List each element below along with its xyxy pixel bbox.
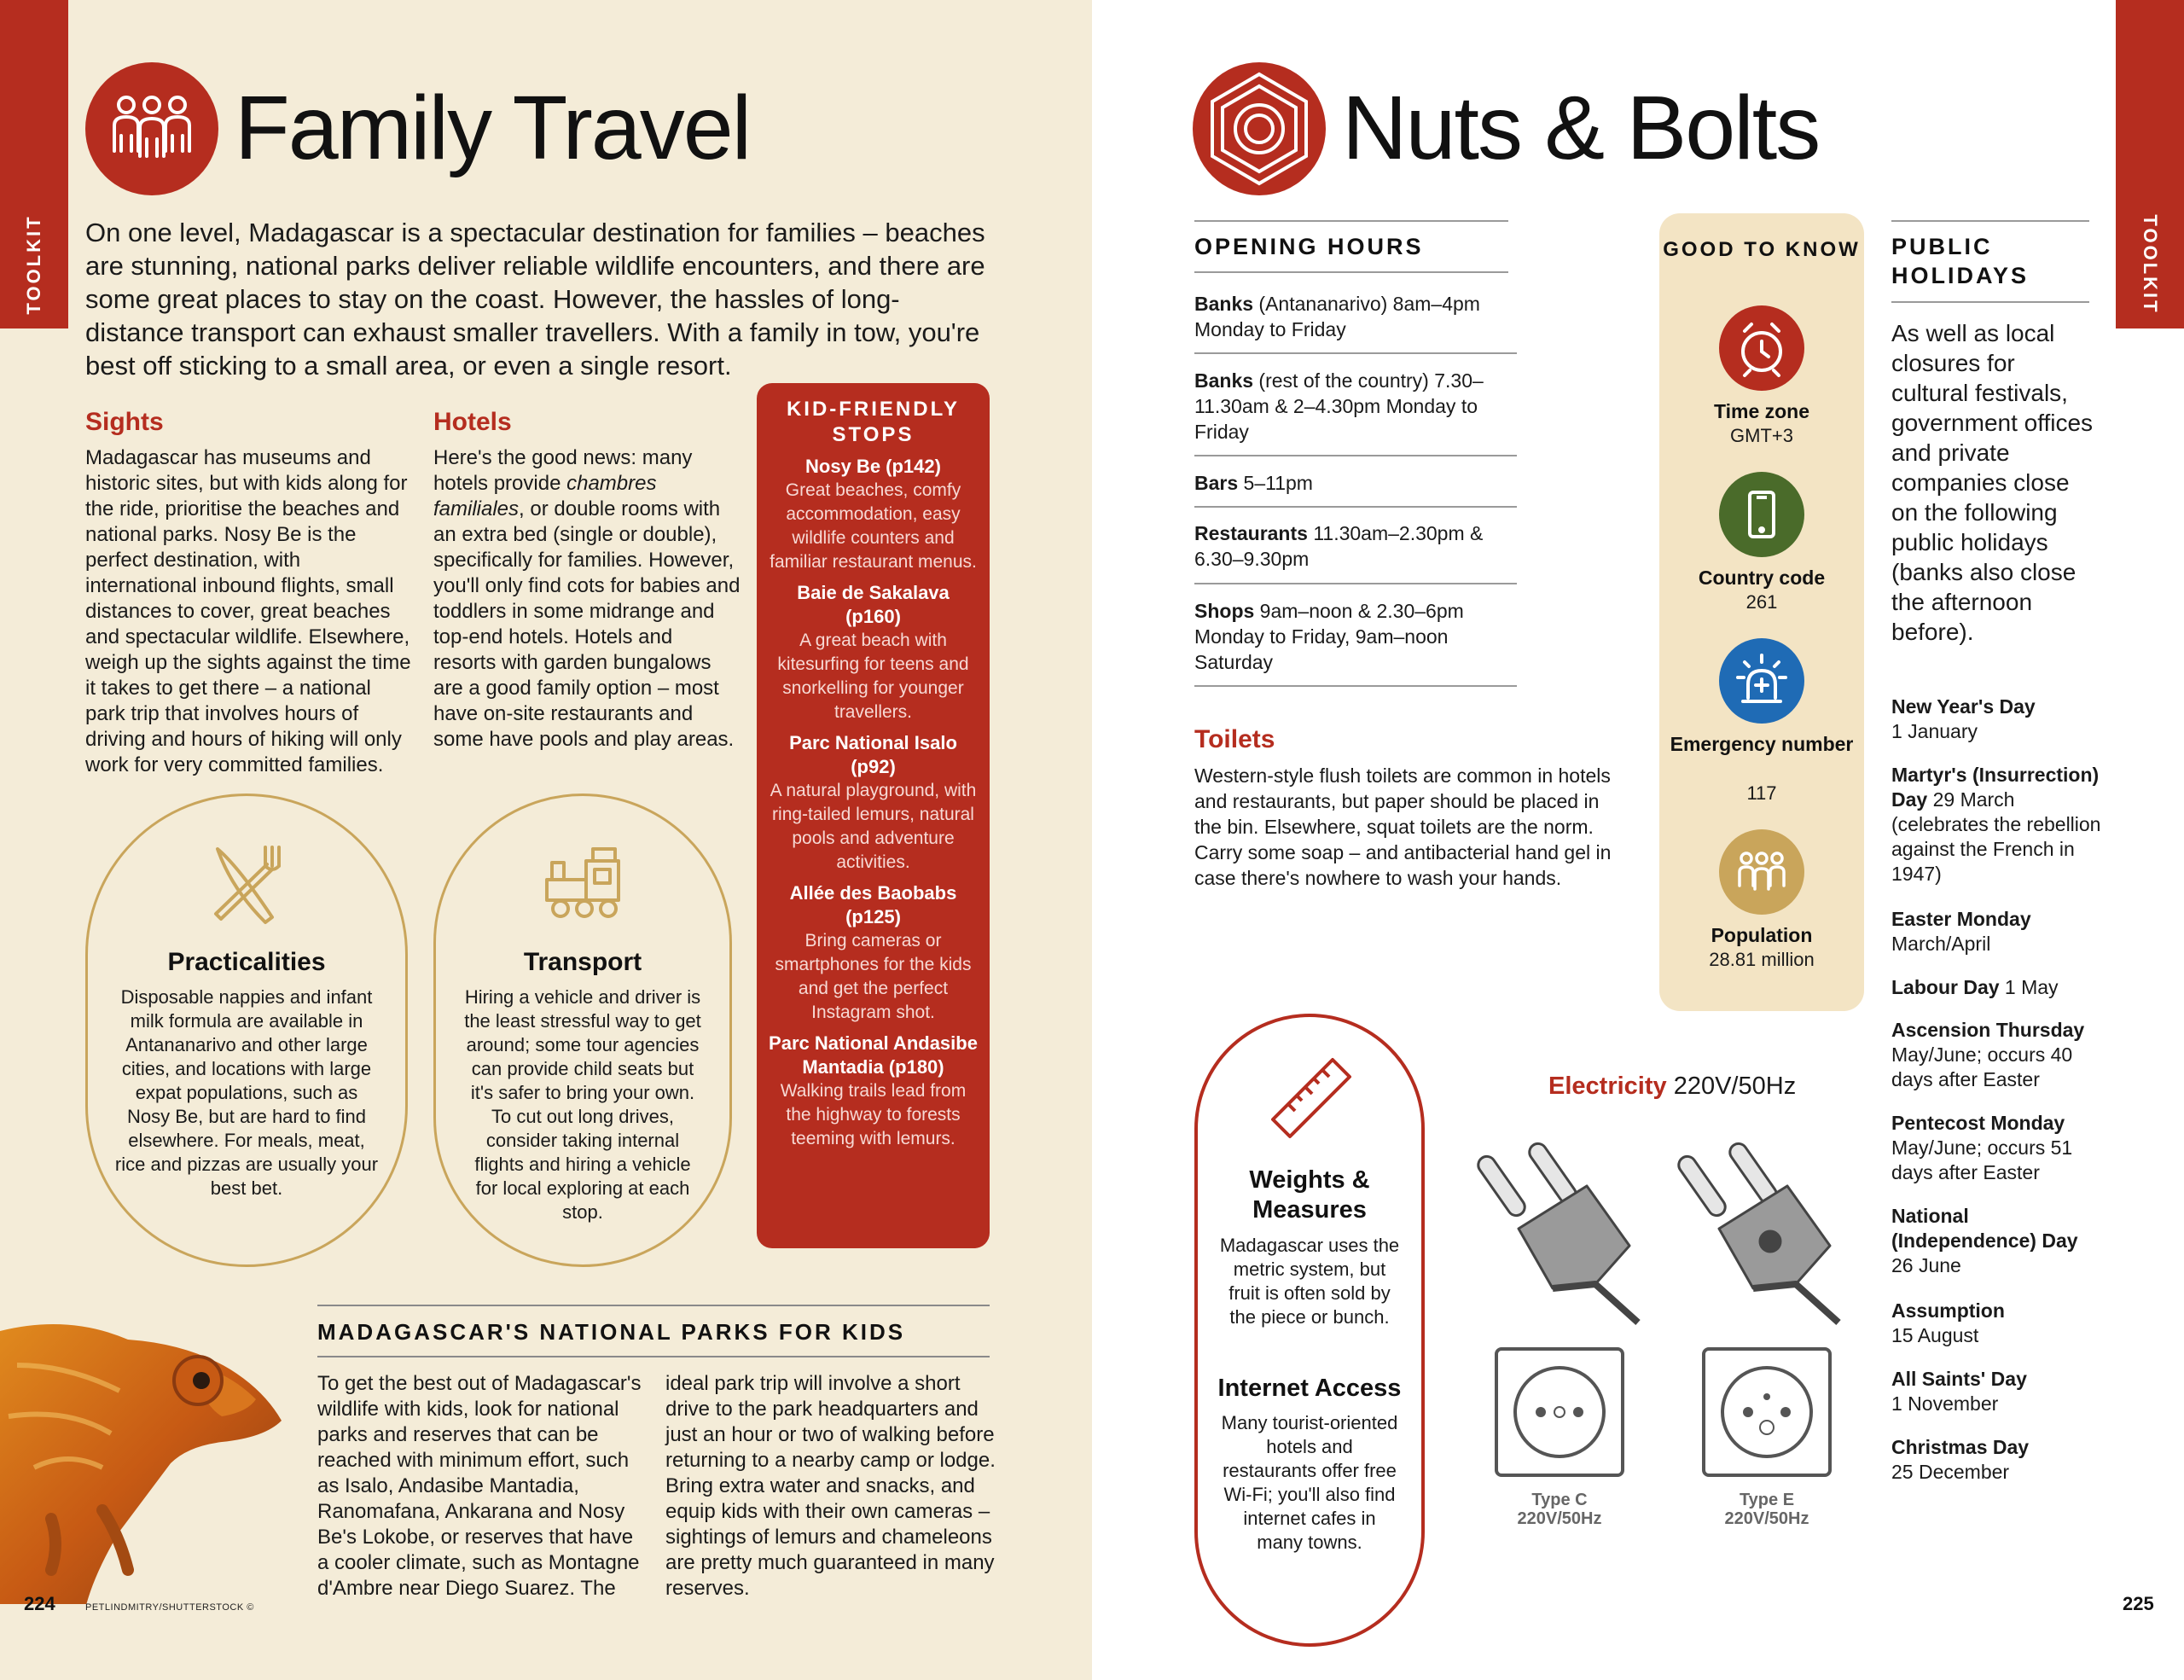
public-holidays-intro: As well as local closures for cultural festivals, government offices and private companies close on the following public holidays (banks also close the afternoon before). — [1891, 320, 2094, 645]
opening-hours-item: Bars 5–11pm — [1194, 472, 1313, 494]
toolkit-tab-label: TOOLKIT — [2140, 214, 2161, 315]
divider — [1194, 455, 1517, 456]
kid-stop-desc: A great beach with kitesurfing for teens and snorkelling for younger travellers. — [777, 631, 969, 722]
population-value: 28.81 million — [1709, 949, 1815, 970]
toilets-heading: Toilets — [1194, 725, 1275, 753]
toolkit-tab[interactable] — [2116, 0, 2184, 328]
internet-body: Many tourist-oriented hotels and restaurants offer free Wi-Fi; you'll also find internet cafes in many towns. — [1221, 1412, 1398, 1553]
internet-heading: Internet Access — [1217, 1375, 1402, 1402]
kid-stop-desc: Bring cameras or smartphones for the kids and get the perfect Instagram shot. — [775, 931, 972, 1022]
parks-col-1: To get the best out of Madagascar's wildlife with kids, look for national parks and reserves that can be reached with minimum effort, such as Isalo, Andasibe Mantadia, Ranomafana, Ankarana and Nosy Be's Lokobe, or reserves that have a cooler climate, such as Montagne d'Ambre near Diego Suarez. The — [317, 1372, 642, 1600]
type-c-plug-icon — [1467, 1135, 1664, 1331]
intro-paragraph: On one level, Madagascar is a spectacular destination for families – beaches are stunning, national parks deliver reliable wildlife encounters, and there are some great places to stay on the coast. However, the hassles of long-distance transport can exhaust smaller travellers. With a family in tow, you're best off sticking to a small area, or even a single resort. — [85, 218, 985, 381]
holiday-item: National (Independence) Day 26 June — [1891, 1205, 2078, 1276]
photo-credit: PETLINDMITRY/SHUTTERSTOCK © — [85, 1602, 254, 1613]
divider — [1891, 301, 2089, 303]
page-title: Nuts & Bolts — [1342, 78, 1820, 178]
sights-body: Madagascar has museums and historic sites, but with kids along for the ride, prioritise the beaches and national parks. Nosy Be is the perfect destination, with international inbound flights, small distances to cover, great beaches and spectacular wildlife. Elsewhere, weigh up the sights against the time it takes to get there – a national park trip that involves hours of driving and hours of hiking will only work for very committed families. — [85, 446, 411, 776]
kid-stop — [769, 731, 978, 875]
holiday-item: Assumption 15 August — [1891, 1299, 2005, 1346]
parks-heading: MADAGASCAR'S NATIONAL PARKS FOR KIDS — [317, 1319, 906, 1345]
country-code-label: Country code — [1698, 567, 1826, 589]
type-c-socket-icon — [1493, 1346, 1626, 1479]
opening-hours-item: Restaurants 11.30am–2.30pm & 6.30–9.30pm — [1194, 522, 1484, 570]
opening-hours-item: Shops 9am–noon & 2.30–6pm Monday to Friday, 9am–noon Saturday — [1194, 600, 1464, 673]
siren-icon — [1719, 638, 1804, 724]
holiday-item: New Year's Day 1 January — [1891, 695, 2036, 742]
practicalities-body: Disposable nappies and infant milk formula are available in Antananarivo and other large cities, and locations with large expat populations, such as Nosy Be, but are hard to find elsewhere. For meals, meat, rice and pizzas are usually your best bet. — [114, 986, 379, 1199]
kid-stop — [769, 1032, 978, 1151]
toolkit-tab-label: TOOLKIT — [23, 214, 44, 315]
opening-hours-item: Banks (rest of the country) 7.30–11.30am & 2–4.30pm Monday to Friday — [1194, 369, 1484, 443]
public-holidays-heading: PUBLIC HOLIDAYS — [1891, 234, 2030, 288]
hotels-body: Here's the good news: many hotels provide chambres familiales, or double rooms with an extra bed (single or double), specifically for families. However, you'll only find cots for babies and toddlers in some midrange and top-end hotels. Hotels and resorts with garden bungalows are a good family option – most have on-site restaurants and some have pools and play areas. — [433, 446, 741, 751]
country-code-value: 261 — [1745, 591, 1778, 613]
emergency-number-label: Emergency number — [1670, 733, 1854, 755]
parks-divider-bottom — [317, 1356, 990, 1357]
people-icon — [1719, 829, 1804, 915]
divider — [1891, 220, 2089, 222]
smartphone-icon — [1719, 472, 1804, 557]
divider — [1194, 271, 1508, 273]
divider — [1194, 220, 1508, 222]
weights-heading: Weights & Measures — [1249, 1166, 1370, 1224]
weights-internet-card — [1194, 1014, 1425, 1647]
parks-divider-top — [317, 1305, 990, 1306]
holiday-item: Easter Monday March/April — [1891, 908, 2031, 955]
time-zone-label: Time zone — [1713, 400, 1810, 422]
family-icon — [85, 62, 218, 195]
page-number-left: 224 — [24, 1593, 55, 1614]
kid-stop-name: Parc National Isalo (p92) — [789, 732, 957, 777]
holiday-item: Labour Day 1 May — [1891, 976, 2059, 998]
kid-stop-name: Parc National Andasibe Mantadia (p180) — [769, 1032, 978, 1078]
cutlery-icon — [206, 840, 288, 926]
kid-stop — [769, 581, 978, 724]
type-e-socket-icon — [1700, 1346, 1833, 1479]
divider — [1194, 352, 1517, 354]
kid-stop — [769, 881, 978, 1025]
page-title: Family Travel — [235, 78, 751, 178]
opening-hours-item: Banks (Antananarivo) 8am–4pm Monday to Friday — [1194, 293, 1480, 340]
kid-stop-desc: A natural playground, with ring-tailed lemurs, natural pools and adventure activities. — [770, 781, 977, 872]
holiday-item: Pentecost Monday May/June; occurs 51 days after Easter — [1891, 1112, 2073, 1183]
type-c-label: Type C 220V/50Hz — [1517, 1491, 1602, 1528]
kid-stop-desc: Great beaches, comfy accommodation, easy wildlife counters and familiar restaurant menus. — [770, 480, 977, 572]
weights-body: Madagascar uses the metric system, but fruit is often sold by the piece or bunch. — [1219, 1235, 1400, 1328]
alarm-clock-icon — [1719, 305, 1804, 391]
transport-heading: Transport — [523, 948, 642, 976]
holiday-item: All Saints' Day 1 November — [1891, 1368, 2027, 1415]
divider — [1194, 506, 1517, 508]
sights-heading: Sights — [85, 408, 164, 436]
kid-friendly-stops-box — [757, 383, 990, 1248]
kid-stop — [769, 455, 978, 574]
kid-stop-desc: Walking trails lead from the highway to forests teeming with lemurs. — [780, 1081, 967, 1148]
good-to-know-panel — [1659, 213, 1864, 1011]
parks-col-2: ideal park trip will involve a short drive to the park headquarters and just an hour or two of walking before returning to a nearby camp or lodge. Bring extra water and snacks, and equip kids with their own cameras – sightings of lemurs and chameleons are pretty much guaranteed in many reserves. — [665, 1372, 996, 1600]
page-number-right: 225 — [2123, 1593, 2154, 1614]
kid-friendly-title: KID-FRIENDLY STOPS — [786, 398, 961, 446]
chameleon-photo — [0, 1314, 307, 1604]
practicalities-card — [85, 793, 408, 1267]
toolkit-tab[interactable] — [0, 0, 68, 328]
ruler-icon — [1264, 1051, 1358, 1145]
hex-nut-icon — [1193, 62, 1326, 195]
divider — [1194, 583, 1517, 584]
toilets-body: Western-style flush toilets are common in hotels and restaurants, but paper should be placed in the bin. Elsewhere, squat toilets are the norm. Carry some soap – and antibacterial hand gel in case there's nowhere to wash your hands. — [1194, 764, 1612, 889]
good-to-know-title: GOOD TO KNOW — [1663, 238, 1861, 261]
toy-train-icon — [540, 840, 625, 926]
kid-stop-name: Baie de Sakalava (p160) — [797, 582, 950, 627]
population-label: Population — [1711, 924, 1813, 946]
kid-stop-name: Nosy Be (p142) — [805, 456, 941, 477]
opening-hours-heading: OPENING HOURS — [1194, 234, 1424, 259]
kid-stop-name: Allée des Baobabs (p125) — [789, 882, 957, 927]
type-e-label: Type E 220V/50Hz — [1724, 1491, 1809, 1528]
electricity-heading: Electricity 220V/50Hz — [1548, 1073, 1797, 1100]
type-e-plug-icon — [1668, 1135, 1864, 1331]
hotels-heading: Hotels — [433, 408, 512, 436]
holiday-item: Christmas Day 25 December — [1891, 1436, 2030, 1483]
transport-body: Hiring a vehicle and driver is the least stressful way to get around; some tour agencies can provide child seats but it's safer to bring your own. To cut out long drives, consider taking internal flights and hiring a vehicle for local exploring at each stop. — [464, 986, 701, 1223]
divider — [1194, 685, 1517, 687]
emergency-number-value: 117 — [1746, 782, 1777, 804]
practicalities-heading: Practicalities — [167, 948, 326, 976]
holiday-item: Martyr's (Insurrection) Day 29 March (celebrates the rebellion against the French in 1947) — [1891, 764, 2101, 885]
transport-card — [433, 793, 732, 1267]
holiday-item: Ascension Thursday May/June; occurs 40 days after Easter — [1891, 1019, 2085, 1090]
time-zone-value: GMT+3 — [1730, 425, 1793, 446]
